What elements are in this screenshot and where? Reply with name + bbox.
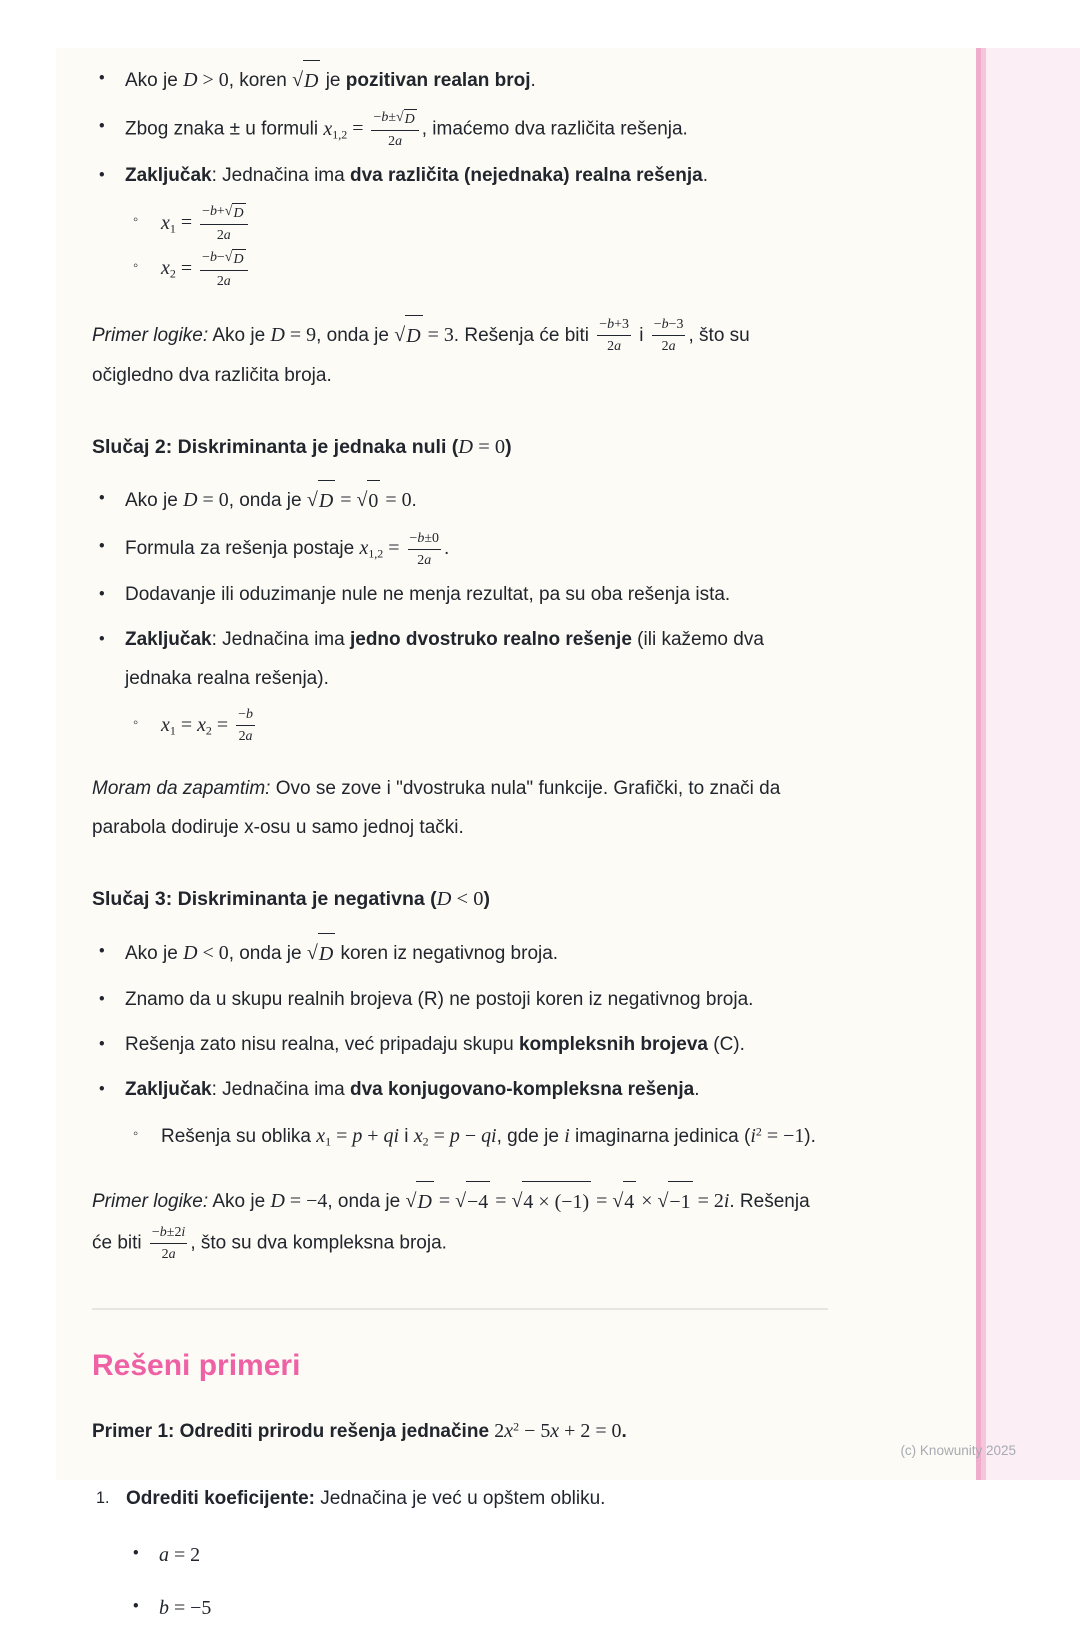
case-heading: Slučaj 2: Diskriminanta je jednaka nuli (D = 0) [92, 435, 512, 458]
sqrt-radical: √ D [307, 480, 335, 522]
bullet-item [92, 528, 832, 570]
sqrt-radical: √ D [307, 933, 335, 975]
sub-bullet-item [126, 705, 832, 747]
math-fraction: $\frac{-b-3}{2a}$ [653, 317, 684, 355]
list-item-text: $x_1 = x_2$ = $\frac{-b}{2a}$ [161, 705, 832, 747]
sqrt-radical: √ 4 [612, 1181, 636, 1223]
case-heading: Slučaj 3: Diskriminanta je negativna (D < 0) [92, 888, 490, 911]
bullet-icon: • [99, 584, 105, 603]
bullet-item [92, 621, 832, 699]
math-fraction: $\frac{-b\pm 0}{2a}$ [409, 530, 439, 568]
list-item-text: Zbog znaka ± u formuli $x_{1,2}$ = −b± √ D 2a , imaćemo dva različita rešenja. [125, 108, 832, 151]
example-statement: Primer 1: Odrediti prirodu rešenja jednačine $2x^2 - 5x + 2 = 0$. [92, 1419, 627, 1442]
sub-bullet-item [126, 1116, 832, 1157]
math-fraction: −b± √ D 2a [371, 108, 418, 151]
math-fraction: $\frac{-b+3}{2a}$ [599, 317, 629, 355]
bullet-icon: • [99, 116, 105, 135]
sqrt-radical: √ −1 [657, 1181, 692, 1223]
bullet-item [92, 108, 832, 151]
hollow-bullet-icon: ◦ [133, 212, 139, 229]
hollow-bullet-icon: ◦ [133, 257, 139, 274]
note-paragraph: Primer logike: Ako je D = 9, onda je √ D = 3. Rešenja će biti $\frac{-b+3}{2a}$ i $\frac{-b-3}{2a}$ , što su očigledno dva različita broja. [92, 315, 832, 396]
bullet-item [92, 933, 832, 975]
sqrt-radical: √ D [225, 249, 246, 269]
bullet-item [126, 1535, 832, 1576]
sqrt-radical: √ D [406, 1181, 434, 1223]
list-item-text: Ako je D < 0, onda je √ D koren iz negativnog broja. [125, 933, 832, 975]
bullet-item [92, 981, 832, 1020]
copyright-watermark: (c) Knowunity 2025 [900, 1443, 1016, 1458]
sqrt-radical: √ D [225, 203, 246, 223]
list-item-text: Dodavanje ili oduzimanje nule ne menja rezultat, pa su oba rešenja ista. [125, 583, 731, 605]
notes-content [56, 48, 832, 1629]
sqrt-radical: √ −4 [455, 1181, 490, 1223]
bullet-icon: • [99, 489, 105, 508]
note-paragraph: Primer logike: Ako je D = −4, onda je √ D = √ −4 = √ 4 × (−1) = √ 4 × √ −1 = 2i. Rešenja će biti $\frac{-b\pm 2i}{2a}$ , što su dva kompleksna broja. [92, 1181, 832, 1264]
list-item-text: Zaključak: Jednačina ima dva različita (nejednaka) realna rešenja. [125, 165, 708, 187]
bullet-item [92, 480, 832, 522]
list-item-text: Rešenja zato nisu realna, već pripadaju skupu kompleksnih brojeva (C). [125, 1033, 745, 1055]
bullet-icon: • [99, 989, 105, 1008]
list-item-text: Rešenja su oblika $x_1 = p$ + qi i $x_2 = p$ − qi, gde je i imaginarna jedinica $(i^2 = -1)$. [161, 1124, 816, 1149]
bullet-icon: • [133, 1596, 139, 1615]
list-item-text: $x_2$ = −b− √ D 2a [161, 248, 832, 291]
sqrt-radical: √ 0 [356, 480, 380, 522]
bullet-icon: • [99, 629, 105, 648]
math-fraction: $\frac{-b}{2a}$ [238, 707, 253, 745]
page-accent-stripe [976, 48, 1080, 1480]
bullet-icon: • [99, 537, 105, 556]
examples-heading: Rešeni primeri [92, 1348, 301, 1382]
bullet-icon: • [99, 1034, 105, 1053]
section-divider [92, 1308, 828, 1310]
bullet-item [92, 1071, 832, 1110]
document-page [56, 48, 1080, 1619]
bullet-item [126, 1588, 832, 1629]
sub-bullet-item [126, 202, 832, 245]
list-item-text: Zaključak: Jednačina ima jedno dvostruko realno rešenje (ili kažemo dva jednaka realna rešenja). [125, 628, 764, 689]
list-item-text: Zaključak: Jednačina ima dva konjugovano-kompleksna rešenja. [125, 1078, 700, 1100]
list-item-text: Znamo da u skupu realnih brojeva (R) ne postoji koren iz negativnog broja. [125, 988, 754, 1010]
bullet-icon: • [99, 69, 105, 87]
list-item-text: Ako je D = 0, onda je √ D = √ 0 = 0. [125, 480, 832, 522]
list-item-text: a = 2 [159, 1543, 201, 1566]
bullet-item [92, 157, 832, 196]
sqrt-radical: √ D [292, 60, 320, 102]
sqrt-radical: √ D [394, 315, 422, 357]
bullet-icon: • [99, 942, 105, 960]
bullet-icon: • [99, 166, 105, 185]
numbered-item [92, 1480, 832, 1519]
math-fraction: −b− √ D 2a [200, 248, 247, 291]
note-paragraph: Moram da zapamtim: Ovo se zove i "dvostruka nula" funkcije. Grafički, to znači da parabola dodiruje x-osu u samo jednoj tački. [92, 778, 781, 839]
bullet-icon: • [99, 1079, 105, 1098]
list-item-text: Ako je D > 0, koren √ D je pozitivan realan broj. [125, 60, 832, 102]
math-fraction: −b+ √ D 2a [200, 202, 247, 245]
list-number: 1. [96, 1488, 110, 1507]
list-item-text: $x_1$ = −b+ √ D 2a [161, 202, 832, 245]
sqrt-radical: √ D [396, 109, 417, 129]
hollow-bullet-icon: ◦ [133, 1125, 139, 1142]
list-item-text: Odrediti koeficijente: Jednačina je već u opštem obliku. [126, 1487, 606, 1509]
bullet-icon: • [133, 1543, 139, 1562]
hollow-bullet-icon: ◦ [133, 714, 139, 731]
list-item-text: Formula za rešenja postaje $x_{1,2}$ = $\frac{-b\pm 0}{2a}$ . [125, 528, 832, 570]
list-item-text: b = −5 [159, 1596, 212, 1619]
bullet-item [92, 1026, 832, 1065]
sub-bullet-item [126, 248, 832, 291]
bullet-item [92, 60, 832, 102]
sqrt-radical: √ 4 × (−1) [511, 1181, 591, 1223]
bullet-item [92, 576, 832, 615]
math-fraction: $\frac{-b\pm 2i}{2a}$ [151, 1224, 186, 1262]
